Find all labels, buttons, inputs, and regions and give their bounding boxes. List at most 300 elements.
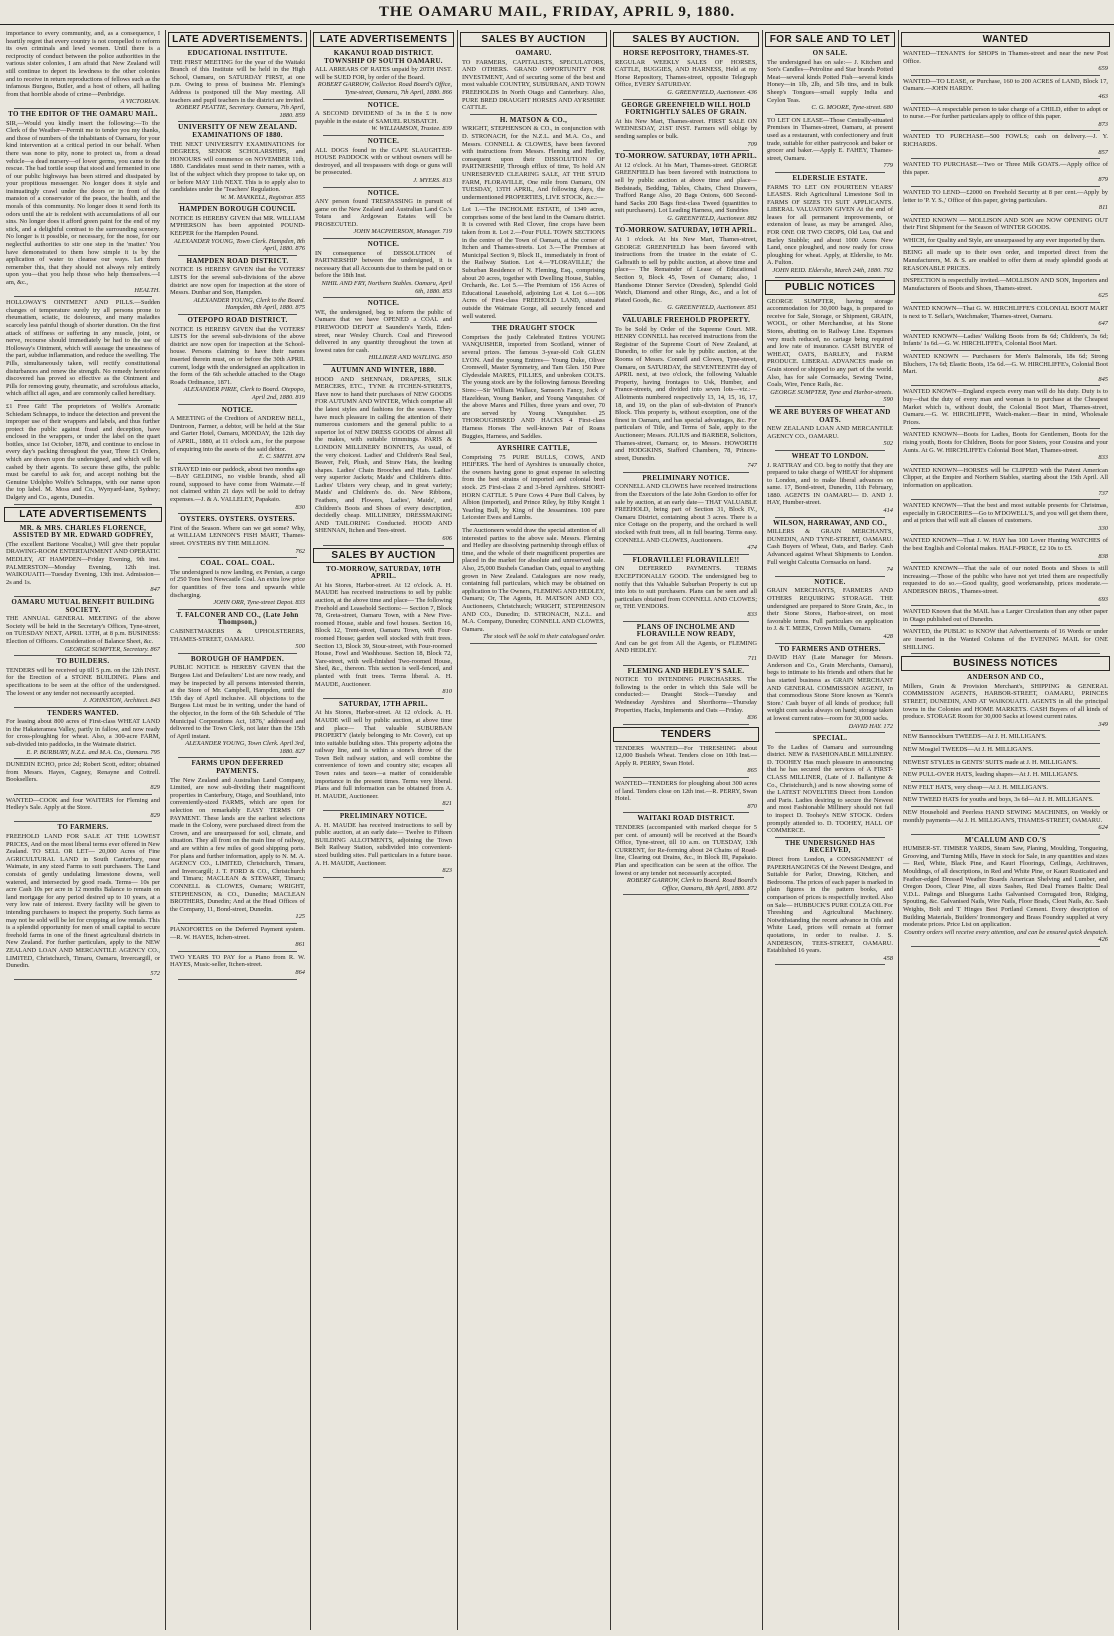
- column-6: [765, 30, 895, 1630]
- ad-divider: [14, 400, 152, 401]
- ad-body: FARMS TO LET ON FOURTEEN YEARS' LEASES. Rich Agricultural Limestone Soil in FARMS OF SIZES TO SUIT APPLICANTS. LIBERAL VALUATION GIVEN At the end of leases for all permanent improvements, or extension of lease, as may be arranged. Also, FOR ONE OR TWO CROPS, Old Lea, Oat and Barley Stubble; and about 1000 Acres New Land, once ploughed, and now ready for cross ploughing for wheat. Apply, at Elderslie, to Mr. A. Fulton.: [767, 183, 893, 267]
- section-header: WANTED: [901, 32, 1110, 47]
- ad-divider: [14, 821, 152, 822]
- ad-signature: ROBERT GARROW, Clerk to Board. Road Board's Office, Oamaru, 8th April, 1880. 872: [626, 877, 757, 892]
- ad-divider: [178, 923, 297, 924]
- advertisement: [6, 403, 160, 502]
- ad-divider: [178, 463, 297, 464]
- ad-signature: HILLIKER AND WATLING. 850: [368, 354, 452, 362]
- ad-signature: 833: [1098, 454, 1108, 462]
- ad-title: T. FALCONER AND CO., (Late John Thompson,): [176, 610, 299, 627]
- advertisement: [903, 502, 1108, 532]
- ad-title: GEORGE GREENFIELD WILL HOLD FORTNIGHTLY SALES OF GRAIN.: [621, 100, 751, 117]
- ad-divider: [323, 238, 444, 239]
- ad-body: INSPECTION is respectfully invited.—MOLLISON AND SON, Importers and Manufacturers of Boots and Shoes, Thames-street.: [903, 277, 1108, 292]
- ad-divider: [911, 274, 1100, 275]
- column-rule: [165, 30, 166, 1630]
- ad-divider: [911, 75, 1100, 76]
- ad-body: WANTED KNOWN—That J. W. HAY has 100 Lover Hunting WATCHES of the best English and Colonial makes. HALF-PRICE, £2 10s to £5.: [903, 537, 1108, 553]
- ad-body: WANTED KNOWN—HORSES will be CLIPPED with the Patent American Clipper, at the Empire and Northern Stables, starting about the 15th April. All information on application.: [903, 466, 1108, 489]
- ad-divider: [911, 130, 1100, 131]
- ad-signature: The stock will be sold in their catalogued order.: [482, 633, 605, 641]
- ad-title: ELDERSLIE ESTATE.: [792, 173, 868, 182]
- column-rule: [310, 30, 311, 1630]
- ad-title: NOTICE.: [367, 100, 400, 109]
- advertisement: [615, 153, 757, 222]
- ad-body: NOTICE IS HEREBY GIVEN that MR. WILLIAM M'PHERSON has been appointed POUND-KEEPER for the Hampden Pound.: [170, 214, 305, 238]
- ad-signature: ALEXANDER YOUNG, Town Clerk. April 3rd, 1880. 827: [185, 740, 305, 755]
- ad-divider: [623, 224, 749, 225]
- ad-divider: [14, 108, 152, 109]
- ad-body: THE ANNUAL GENERAL MEETING of the above Society will be held in the Secretary's Offices, Tyne-street, on TUESDAY NEXT, APRIL 13TH, at 8 p.m. BUSINESS: Election of Officers. Consideration of Balance Sheet, &c.: [6, 615, 160, 645]
- column-rule: [762, 30, 763, 1630]
- ad-divider: [323, 877, 444, 878]
- advertisement: [170, 466, 305, 512]
- ad-body: TENDERS (accompanied with marked cheque for 5 per cent. of amount) will be received at the Board's Office, Tyne-street, till 10 a.m. on TUESDAY, 13th CURRENT, for Re-forming about 24 Chains of Road-line, Clearing out Drains, &c., in Block III, Papakaio. Plan and specification can be seen at the office. The lowest or any tender not necessarily accepted.: [615, 824, 757, 877]
- ad-body: FREEHOLD LAND FOR SALE AT THE LOWEST PRICES, And on the most liberal terms ever offered in New Zealand. TO SELL OR LET— 20,000 Acres of Fine AGRICULTURAL LAND in South Canterbury, near Waimate, in any sized Farms to suit purchasers. The Land consists of gently undulating limestone downs, well watered, and intersected by good roads. Terms— 10s per acre Cash 10s per acre in 12 months Balance to remain on land mortgage for any period desired up to 10 years, at a very low rate of interest. Every facility will be given to intending purchasers to inspect the property. Such farms as may not be sold will be let for cropping at low rentals. This is a splendid opportunity for men of small capital to secure freehold farms in one of the finest agricultural districts in New Zealand. For further particulars, apply to the NEW ZEALAND LOAN AND MERCANTILE AGENCY CO., LIMITED, Christchurch, Timaru, Oamaru, Invercargill, or Dunedin.: [6, 833, 160, 970]
- ad-divider: [911, 562, 1100, 563]
- ad-signature: J. JOHNSTON, Architect. 843: [83, 697, 160, 705]
- ad-body: The New Zealand and Australian Land Company, Limited, are now sub-dividing their magnificent properties in Canterbury, Otago, and Southland, into conveniently-sized FARMS, which are open for selection on remarkably EASY TERMS OF PAYMENT. These lands are the earliest selections made in the Colony, were purchased direct from the Crown, and are unsurpassed for soil, climate, and situation. They all front on the main line of railway, and are within a few miles of good shipping ports. For plans and further information, apply to N. M. A. AGENCY CO., LIMITED, Christchurch, Timaru, and Invercargill; J. T. FORD & CO., Christchurch and Timaru; MACLEAN & STEWART, Timaru; CONNELL & CLOWES, Oamaru; WRIGHT, STEPHENSON, & CO., Dunedin; MACLEAN BROTHERS, Dunedin; And at the Head Offices of the Company, 11, Bond-street, Dunedin.: [170, 776, 305, 913]
- ad-title: NOTICE.: [367, 240, 400, 249]
- advertisement: [315, 300, 452, 362]
- ad-divider: [14, 707, 152, 708]
- ad-signature: G. GREENFIELD, Auctioneer. 436: [667, 88, 757, 96]
- advertisement: [903, 431, 1108, 461]
- advertisement: [170, 612, 305, 651]
- ad-title: OAMARU MUTUAL BENEFIT BUILDING SOCIETY.: [11, 597, 155, 614]
- ad-divider: [623, 724, 749, 725]
- ad-divider: [911, 806, 1100, 807]
- ad-signature: 624: [1098, 824, 1108, 832]
- ad-signature: 474: [747, 544, 757, 552]
- advertisement: [315, 566, 452, 696]
- ad-body: TO FARMERS, CAPITALISTS, SPECULATORS, AND OTHERS. GRAND OPPORTUNITY FOR INVESTMENT, And of securing some of the best and most valuable COUNTRY, SUBURBAN, AND TOWN FREEHOLDS In North Otago and Canterbury. Also, PURE BRED DRAUGHT HORSES AND AYRSHIRE CATTLE.: [462, 58, 605, 112]
- ad-signature: 847: [150, 586, 160, 594]
- ad-divider: [911, 158, 1100, 159]
- ad-divider: [775, 732, 885, 733]
- advertisement: [170, 407, 305, 461]
- ad-divider: [623, 894, 749, 895]
- section-header: SALES BY AUCTION: [460, 32, 607, 47]
- ad-divider: [911, 653, 1100, 654]
- ad-divider: [470, 114, 597, 115]
- ad-signature: 810: [442, 688, 452, 696]
- column-1: [4, 30, 162, 1630]
- advertisement: [315, 813, 452, 875]
- ad-title: TO BUILDERS.: [56, 657, 110, 666]
- ad-signature: G. GREENFIELD, Auctioneer. 851: [667, 304, 757, 312]
- ad-divider: [323, 187, 444, 188]
- ad-body: BEING all made up to their own order, and imported direct from the Manufacturers, M. & S. are enabled to offer them at ready splendid goods at REASONABLE PRICES.: [903, 249, 1108, 272]
- section-header: PUBLIC NOTICES: [765, 280, 895, 295]
- ad-body: NEW ZEALAND LOAN AND MERCANTILE AGENCY CO., OAMARU.: [767, 425, 893, 440]
- ad-title: NOTICE.: [367, 188, 400, 197]
- ad-signature: 428: [883, 632, 893, 640]
- ad-body: TO LET ON LEASE—Those Centrally-situated Premises in Thames-street, Oamaru, at present used as a restaurant, with confectionery and fruit trade, suitable for either pastrycook and baker or grocer and baker.—Apply E. FAHEY, Thames-street, Oamaru.: [767, 116, 893, 162]
- section-header: BUSINESS NOTICES: [901, 656, 1110, 671]
- ad-title: TO FARMERS.: [57, 823, 109, 832]
- ad-body: REGULAR WEEKLY SALES OF HORSES, CATTLE, BUGGIES, AND HARNESS, Held at my Horse Repository, Thames-street, opposite Telegraph Office, EVERY SATURDAY.: [615, 58, 757, 89]
- advertisement: [170, 317, 305, 402]
- ad-body: GRAIN MERCHANTS, FARMERS AND OTHERS REQUIRING STORAGE. THE undersigned are prepared to Store Grain, &c., in their Stone Stores, Harbor-street, on most favorable terms. Full particulars on application to J. & T. MEEK, Crown Mills, Oamaru.: [767, 587, 893, 633]
- ad-divider: [178, 255, 297, 256]
- advertisement: [767, 50, 893, 112]
- ad-title: TO-MORROW, SATURDAY, 10TH APRIL.: [326, 564, 441, 581]
- ad-body: WANTED—A respectable person to take charge of a CHILD, either to adopt or to nurse.—For further particulars apply to office of this paper.: [903, 105, 1108, 121]
- ad-body: THE FIRST MEETING for the year of the Waitaki Branch of this Institute will be held in the High School, Oamaru, on SATURDAY FIRST, at one p.m. Owing to press of business Mr. Fleming's Address is postponed till the May meeting. All teachers and pupil teachers in the district are invited.: [170, 58, 305, 104]
- section-header: LATE ADVERTISEMENTS: [4, 507, 162, 522]
- ad-signature: Country orders will receive every attention, and can be ensured quick despatch. 426: [904, 928, 1108, 944]
- ad-body: THE NEXT UNIVERSITY EXAMINATIONS for DEGREES, SENIOR SCHOLARSHIPS, and HONOURS will commence on NOVEMBER 11th, 1880. Candidates must send in their names, with a list of the subject which they propose to take up, on or before MAY 11th NEXT. This is to apply also to candidates under the 'Teachers' Regulation.: [170, 140, 305, 194]
- ad-body: Millers, Grain & Provision Merchant's, SHIPPING & GENERAL COMMISSION AGENTS, HARBOR-STREET, OAMARU, PRINCES STREET, DUNEDIN, AND AT WAIKOUAITI. AGENTS in all the principal towns in the Colonies and HOME MARKETS. CASH Buyers of all kinds of produce. STORAGE Room for 30,000 Sacks at lowest current rates.: [903, 682, 1108, 721]
- advertisement: [6, 658, 160, 705]
- ad-title: WHEAT TO LONDON.: [791, 451, 869, 460]
- ad-title: SATURDAY, 17TH APRIL.: [339, 699, 428, 708]
- ad-title: FLORAVILLE! FLORAVILLE!!: [632, 555, 740, 564]
- advertisement: [903, 161, 1108, 184]
- ad-signature: 709: [747, 140, 757, 148]
- ad-signature: 811: [1098, 204, 1108, 212]
- ad-title: OAMARU.: [515, 49, 552, 57]
- ad-title: COAL. COAL. COAL.: [200, 559, 275, 568]
- ad-title: WAITAKI ROAD DISTRICT.: [637, 814, 735, 823]
- ad-divider: [911, 234, 1100, 235]
- ad-signature: JOHN ORR, Tyne-street Depot. 833: [213, 599, 305, 607]
- ad-signature: 838: [1098, 552, 1108, 560]
- advertisement: [315, 701, 452, 808]
- ad-title: HAMPDEN ROAD DISTRICT.: [186, 256, 289, 265]
- ad-divider: [323, 364, 444, 365]
- ad-body: HOOD AND SHENNAN, DRAPERS, SILK MERCERS, ETC., TYNE & ITCHEN-STREETS, Have now to hand their purchases of NEW GOODS FOR AUTUMN AND WINTER, Which comprise all the latest styles and fashions for the season. They have much pleasure in calling the attention of their numerous customers and the general public to a superior lot of NEW DRESS GOODS Of almost all the makes, with suitable trimmings. PARIS & LONDON MILLINERY BONNETS, As usual, of the very choicest. Ladies' and Children's Real Seal, Beaver, Felt, Plush, and Straw Hats, the leading shapes. Ladies' Chain Brooches and Hats. Ladies' very superior Jackets; Maids' and Children's ditto. Ladies' Ulsters very cheap, and in great variety; Maids' and Children's do. do. New Ribbons, Feathers, and Flowers, Ladies', Maids', and Children's Boots and Shoes of every description, decidedly cheap. MILLINERY, DRESSMAKING AND TAILORING Conducted. HOOD AND SHENNAN, Itchen and Tees-street.: [315, 375, 452, 535]
- ad-signature: 500: [295, 643, 305, 651]
- ad-body: WANTED TO LEND—£2000 on Freehold Security at 8 per cent.—Apply by letter to 'P. Y. S.,' Office of this paper, giving particulars.: [903, 188, 1108, 204]
- ad-signature: 647: [1098, 320, 1108, 328]
- ad-divider: [178, 314, 297, 315]
- ad-divider: [911, 385, 1100, 386]
- advertisement: [170, 50, 305, 119]
- advertisement: [6, 30, 160, 106]
- ad-signature: 779: [883, 162, 893, 170]
- advertisement: [462, 50, 605, 112]
- ad-divider: [323, 135, 444, 136]
- ad-divider: [911, 350, 1100, 351]
- ad-title: UNIVERSITY OF NEW ZEALAND. EXAMINATIONS OF 1880.: [178, 123, 297, 139]
- ad-divider: [178, 609, 297, 610]
- ad-body: The undersigned is now landing, ex Persian, a cargo of 250 Tons best Newcastle Coal. An extra low price for quantities of five tons and upwards while discharging.: [170, 568, 305, 599]
- ad-divider: [911, 330, 1100, 331]
- advertisement: [903, 628, 1108, 651]
- ad-body: WANTED KNOWN—That the best and most suitable presents for Christmas, especially in GROCERIES—Go to M'DOWELL'S, and you will get them there, and at prices that will suit all classes of customers.: [903, 502, 1108, 525]
- ad-divider: [323, 810, 444, 811]
- ad-divider: [623, 621, 749, 622]
- ad-divider: [178, 203, 297, 204]
- advertisement: [315, 102, 452, 133]
- advertisement: [903, 217, 1108, 232]
- advertisement: [170, 560, 305, 607]
- ad-divider: [623, 99, 749, 100]
- ad-signature: 747: [747, 462, 757, 470]
- ad-title: OYSTERS. OYSTERS. OYSTERS.: [180, 515, 295, 524]
- advertisement: [903, 467, 1108, 497]
- ad-signature: 830: [295, 503, 305, 511]
- ad-body: WANTED KNOWN—That G. W. HIRCHLIFFE'S COLONIAL BOOT MART is next to T. Sellar's, Watchmaker, Thames-street, Oamaru.: [903, 305, 1108, 320]
- ad-divider: [14, 794, 152, 795]
- ad-title: VALUABLE FREEHOLD PROPERTY.: [621, 316, 751, 324]
- advertisement: [315, 190, 452, 237]
- ad-signature: W. M. MANKELL, Registrar. 855: [220, 193, 305, 201]
- ad-divider: [911, 302, 1100, 303]
- ad-body: WANTED KNOWN—That the sale of our noted Boots and Shoes is still increasing.—Those of the public who have not yet tried them are respectfully requested to do so.—Good quality, good workmanship, prices moderate.—ANDERSON BROS., Thames-street.: [903, 565, 1108, 596]
- ad-signature: W. WILLIAMSON, Trustee. 839: [371, 125, 452, 133]
- advertisement: [170, 760, 305, 920]
- ad-body: WANTED—COOK and four WAITERS for Fleming and Hedley's Sale. Apply at the Store.: [6, 796, 160, 812]
- ad-signature: GEORGE SUMPTER, Tyne and Harbor-streets. 590: [770, 388, 893, 404]
- ad-body: TENDERS will be received up till 5 p.m. on the 12th INST. for the Erection of a STONE BUILDING. Plans and specifications to be seen at the office of the undersigned. The lowest or any tender not necessarily accepted.: [6, 666, 160, 697]
- ad-body: WANTED KNOWN—Boots for Ladies, Boots for Gentlemen, Boots for the rising youth, Boots for Children, Boots for poor Sisters, your Cousins and your Aunts. At G. W. HIRCHLIFFE's Colonial Boot Mart, Thames-street.: [903, 431, 1108, 454]
- ad-divider: [911, 186, 1100, 187]
- ad-body: PIANOFORTES on the Deferred Payment system.—R. W. HAYES, Itchen-street.: [170, 925, 305, 941]
- ad-signature: 762: [295, 547, 305, 555]
- ad-signature: NIHIL AND FRY, Northern Stables. Oamaru, April 6th, 1880. 853: [321, 280, 452, 295]
- ad-divider: [911, 428, 1100, 429]
- ad-divider: [911, 793, 1100, 794]
- ad-signature: 873: [1098, 120, 1108, 128]
- ad-signature: ROBERT GARROW, Collector. Road Board's Office, Tyne-street, Oamaru, 7th April, 1880. 866: [317, 81, 452, 96]
- advertisement: [903, 837, 1108, 944]
- ad-body: WRIGHT, STEPHENSON & CO., in conjunction with D. STRONACH, for the N.Z.L. and M.A. Co., and Messrs. CONNELL & CLOWES, have been favored with instructions from Messrs. Fleming and Hedley, consequent upon their DISSOLUTION OF PARTNERSHIP, Through efflux of time, To hold AN UNRESERVED CLEARING SALE, AT THE STUD FARM, FLORAVILLE, One mile from Oamaru, ON TUESDAY, 13TH APRIL, And following days, the undermentioned PROPERTIES, LIVE STOCK, &c.:—: [462, 125, 605, 201]
- ad-divider: [911, 730, 1100, 731]
- ad-divider: [911, 781, 1100, 782]
- ad-divider: [323, 297, 444, 298]
- advertisement: [903, 106, 1108, 129]
- ad-body: WANTED TO PURCHASE—500 FOWLS; cash on delivery.—J. Y. RICHARDS.: [903, 133, 1108, 148]
- ad-divider: [775, 837, 885, 838]
- ad-body: J. RATTRAY and CO. beg to notify that they are prepared to take charge of WHEAT for shipment to London, and to make liberal advances on same. 17, Bond-street, Dunedin, 11th February, 1880. AGENTS IN OAMARU— D. AND J. HAY, Humber-street.: [767, 461, 893, 507]
- advertisement: [903, 50, 1108, 73]
- ad-title: FLEMING AND HEDLEY'S SALE.: [627, 666, 745, 675]
- ad-body: HOLLOWAY'S OINTMENT AND PILLS.—Sudden changes of temperature surely try all persons prone to rheumatism, sciatic, tic doloureux, and many maladies scarcely less painful though of shorter duration. On the first attack of stiffness or suffering in any muscle, joint, or nerve, recourse should immediately be had to the use of Holloway's Ointment, which will assuage the uneasiness of the part, subdue inflammation, and reduce the swelling. The Pills, simultaneously taken, will rectify constitutional disturbances and renew the strength. No remedy heretofore discovered has proved so effective as the Ointment and Pills for removing gouty, rheumatic, and scrofulous attacks, which afflict all ages, and are commonly called hereditary.: [6, 299, 160, 398]
- advertisement: [903, 746, 1108, 754]
- section-header: SALES BY AUCTION.: [613, 32, 759, 47]
- section-header: FOR SALE AND TO LET: [765, 32, 895, 47]
- advertisement: [170, 258, 305, 312]
- ad-signature: 737: [1098, 489, 1108, 497]
- column-rule: [610, 30, 611, 1630]
- ad-title: NOTICE.: [221, 405, 254, 414]
- advertisement: [615, 557, 757, 619]
- ad-body: NEWEST STYLES in GENTS' SUITS made at J. H. MILLIGAN'S.: [903, 758, 1078, 766]
- ad-body: WE, the undersigned, beg to inform the public of Oamaru that we have OPENED a COAL and FIREWOOD DEPOT at Saunders's Yards, Eden-street, near Wesley Church. Coal and Firewood delivered in any quantity throughout the town at lowest rates for cash.: [315, 308, 452, 354]
- ad-signature: 857: [1098, 148, 1108, 156]
- ad-signature: 865: [747, 767, 757, 775]
- ad-body: ALL ARREARS OF RATES unpaid by 20TH INST. will be SUED FOR, by order of the Board.: [315, 66, 452, 81]
- ad-body: Direct from London, a CONSIGNMENT of PAPERHANGINGS Of the Newest Designs, and Suitable for Parlor, Drawing, Kitchen, and Bedrooms. The prices of each paper is marked in plain figures in the pattern books, and comparison of prices is respectfully invited. Also on Sale— HUBBUCK'S PURE COLZA OIL For Threshing and Agricultural Machinery. Notwithstanding the recent advance in Oils and White Lead, prices will remain at former quotations, in order to realise. J. S. ANDERSON, TEES-STREET, OAMARU. Established 16 years.: [767, 856, 893, 955]
- advertisement: [6, 299, 160, 398]
- ad-body: WANTED KNOWN — Purchasers for Men's Balmorals, 18s 6d; Strong Bluchers, 17s 6d; Elastic Boots, 15s 6d.—G. W. HIRCHLIFFE's, Colonial Boot Mart.: [903, 353, 1108, 376]
- ad-title: NOTICE.: [367, 299, 400, 308]
- ad-signature: 870: [747, 802, 757, 810]
- ad-title: H. MATSON & CO.,: [499, 115, 568, 124]
- ad-signature: 864: [295, 968, 305, 976]
- column-2: [168, 30, 307, 1630]
- advertisement: [615, 668, 757, 722]
- ad-signature: 823: [442, 867, 452, 875]
- ad-title: THE UNDERSIGNED HAS RECEIVED,: [784, 838, 876, 855]
- advertisement: [903, 796, 1108, 804]
- ad-divider: [623, 812, 749, 813]
- ad-signature: DAVID HAY. 172: [848, 722, 893, 730]
- ad-body: WANTED Known that the MAIL has a Larger Circulation than any other paper in Otago published out of Dunedin.: [903, 608, 1108, 623]
- advertisement: [767, 735, 893, 835]
- advertisement: [462, 445, 605, 522]
- advertisement: [903, 733, 1108, 741]
- advertisement: [767, 117, 893, 170]
- ad-divider: [911, 834, 1100, 835]
- ad-signature: 693: [1098, 595, 1108, 603]
- column-7: [901, 30, 1110, 1630]
- column-rule: [898, 30, 899, 1630]
- ad-divider: [623, 150, 749, 151]
- advertisement: [615, 102, 757, 149]
- ad-divider: [178, 404, 297, 405]
- ad-divider: [911, 103, 1100, 104]
- ad-body: DUNEDIN ECHO, price 2d; Robert Scott, editor; obtained from Messrs. Hayes, Cagney, Renayne and Cottrell. Booksellers.: [6, 761, 160, 784]
- ad-body: £1 Free Gift! The proprietors of Wolfe's Aromatic Schiedam Schnapps, to induce the detection and prevent the improper use of their wrappers and labels, and thus further protect the public against fraud and deception, have enclosed in the wrappers, or under the label on the quart bottles, since 1st October, 1878, and continue to enclose in every day's packing throughout the year, Three £1 Orders, which are drawn upon the undersigned, and which will be cashed by their agents. To secure these gifts, the public must be careful to ask for, and accept nothing but the Genuine Udolpho Wolfe's Schnapps, with our name upon the top label. M. Moss and Co., Wynyard-lane, Sydney; Dalgety and Co., agents, Dunedin.: [6, 402, 160, 502]
- ad-signature: 458: [883, 954, 893, 962]
- ad-divider: [470, 203, 597, 204]
- ad-body: And can be got from All the Agents, or FLEMING AND HEDLEY.: [615, 639, 757, 655]
- ad-signature: E. P. BURBURY, N.Z.L. and M.A. Co., Oamaru. 795: [26, 748, 160, 756]
- ad-divider: [911, 946, 1100, 947]
- ad-body: NEW FELT HATS, very cheap—At J. H. MILLIGAN'S.: [903, 783, 1048, 791]
- ad-divider: [911, 499, 1100, 500]
- ad-divider: [470, 524, 597, 525]
- ad-title: TENDERS WANTED.: [47, 708, 119, 717]
- advertisement: [6, 525, 160, 594]
- ad-divider: [623, 314, 749, 315]
- ad-title: PRELIMINARY NOTICE.: [642, 473, 730, 482]
- ad-body: A. H. MAUDE has received instructions to sell by public auction, at an early date— Twelve to Fifteen BUILDING ALLOTMENTS, adjoining the Town Belt Railway Station, subdivided into convenient-sized building sites. Full particulars in a future issue. A. H. MAUDE, Auctioneer.: [315, 821, 452, 867]
- ad-divider: [14, 655, 152, 656]
- advertisement: [615, 475, 757, 552]
- ad-title: PLANS OF INCHOLME AND FLORAVILLE NOW READY,: [636, 622, 736, 639]
- ad-signature: E. C. SMITH. 874: [258, 453, 305, 461]
- ad-title: NOTICE.: [814, 577, 846, 586]
- ad-body: CABINETMAKERS & UPHOLSTERERS, THAMES-STREET, OAMARU.: [170, 627, 305, 643]
- advertisement: [315, 241, 452, 295]
- ad-title: AYRSHIRE CATTLE,: [497, 444, 570, 453]
- ad-body: NEW Mosgiel TWEEDS—At J. H. MILLIGAN'S.: [903, 745, 1034, 753]
- ad-body: PUBLIC NOTICE is HEREBY GIVEN that the Burgess List and Defaulters' List are now ready, and may be inspected by all persons interested therein, at the Store of Mr. Campbell, Hampden, until the 15th day of April inclusive. All objections to the Burgess List must be in writing, under the hand of the objector, in the form of the 6th Schedule of 'The Municipal Corporations Act, 1876,' addressed and delivered to the Town Clerk, not later than the 15th of April instant.: [170, 664, 305, 740]
- column-3: [313, 30, 454, 1630]
- ad-body: The Auctioneers would draw the special attention of all interested parties to the above sale. Messrs. Fleming and Hedley are dissolving partnership through efflux of time, and the whole of their magnificent properties are placed in the market for absolute and unreserved sale. Also, 25,000 Bushels Canadian Oats, equal to anything grown in New Zealand. Catalogues are now ready, containing full particulars, which may be obtained on application to The Owners, FLEMING AND HEDLEY, Oamaru; Or, The Agents, H. MATSON AND CO., Auctioneers, Christchurch; WRIGHT, STEPHENSON AND CO., Dunedin; D. STRONACH, N.Z.L. and M.A. Company, Dunedin; CONNELL AND CLOWES, Oamaru.: [462, 527, 605, 633]
- ad-divider: [775, 450, 885, 451]
- ad-divider: [470, 643, 597, 644]
- advertisement: [315, 367, 452, 543]
- ad-body: The undersigned has on sale:— J. Kitchen and Son's Candles—Petroline and Star brands Potted Meat—several kinds Potted Fish—several kinds Honey—in 1lb, 2lb, and 5lb tins, and in bulk Sheep's Tongues—small supply India and Ceylon Teas.: [767, 58, 893, 104]
- advertisement: [462, 206, 605, 320]
- advertisement: [6, 710, 160, 757]
- ad-divider: [178, 121, 297, 122]
- ad-signature: 845: [1098, 375, 1108, 383]
- ad-divider: [911, 605, 1100, 606]
- advertisement: [315, 50, 452, 97]
- advertisement: [903, 537, 1108, 560]
- ad-title: FARMS UPON DEFERRED PAYMENTS.: [191, 759, 284, 776]
- ad-signature: 833: [747, 610, 757, 618]
- ad-body: TWO YEARS TO PAY for a Piano from R. W. HAYES, Music-seller, Itchen-street.: [170, 953, 305, 969]
- ad-title: MR. & MRS. CHARLES FLORENCE, ASSISTED BY MR. EDWARD GODFREY,: [12, 523, 154, 540]
- ad-body: At his Stores, Harbor-street. At 12 o'clock. A. H. MAUDE has received instructions to sell by public auction, at the above time and place— The following Freehold and Leasehold Sections:— Section 7, Block 78, Greta-street, Oamaru Town, with a New Five-roomed House, stable and fowl houses. Section 16, Block 12, Trent-street, Oamaru Town, with Four-roomed House; garden well stocked with fruit trees. Section 13, Block 39, Stour-street, with Four-roomed House, Fowl and Washhouse. Section 18, Block 72, Yare-street, with well-finished Two-roomed House, Shed, &c., thereon. This section is well-fenced, and planted with fruit trees. Terms liberal. A. H. MAUDE, Auctioneer.: [315, 581, 452, 688]
- advertisement: [903, 565, 1108, 603]
- ad-divider: [623, 472, 749, 473]
- ad-signature: JOHN REID. Elderslie, March 24th, 1880. 792: [772, 267, 893, 275]
- ad-divider: [470, 442, 597, 443]
- ad-divider: [775, 114, 885, 115]
- ad-title: KAKANUI ROAD DISTRICT. TOWNSHIP OF SOUTH OAMARU.: [324, 49, 443, 65]
- advertisement: [903, 759, 1108, 767]
- ad-divider: [178, 557, 297, 558]
- ad-body: ALL DOGS found in the CAPE SLAUGHTER-HOUSE PADDOCK with or without owners will be destroyed, and all trespassers with dogs or guns will be prosecuted.: [315, 146, 452, 177]
- advertisement: [903, 353, 1108, 383]
- ad-title: TO-MORROW. SATURDAY, 10TH APRIL.: [615, 226, 757, 235]
- column-4: [460, 30, 607, 1630]
- ad-body: MILLERS & GRAIN MERCHANTS, DUNEDIN, AND TYNE-STREET, OAMARU. Cash Buyers of Wheat, Oats, and Barley. Cash Advanced against Wheat Shipments to London. Full weight Calcutta Cornsacks on hand.: [767, 528, 893, 566]
- ad-title: WILSON, HARRAWAY, AND CO.,: [772, 518, 888, 527]
- advertisement: [903, 784, 1108, 792]
- advertisement: [615, 780, 757, 810]
- ad-divider: [178, 979, 297, 980]
- advertisement: [903, 608, 1108, 623]
- ad-divider: [911, 464, 1100, 465]
- ad-body: At his Stores, Harbor-street. At 12 o'clock. A. H. MAUDE will sell by public auction, at above time and place— That valuable SUBURBAN PROPERTY (lately belonging to Mr. Cover), cut up into suitable building sites. This property adjoins the railway line, and is within a stone's throw of the Town Belt railway station, and will combine the convenience of town and country site; escapes all Town rates and taxes—a matter of considerable importance in the present times. Terms very liberal. Plans and full information can be obtained from A. H. MAUDE, Auctioneer.: [315, 709, 452, 800]
- ad-body: Lot 1.—The INCHOLME ESTATE, of 1349 acres, comprises some of the best land in the Oamaru district. It is covered with Red Clover, fine crops have been taken from it. Lot 2.—Four FULL TOWN SECTIONS in the centre of the Town of Oamaru, at the corner of Itchen and Thames-streets. Lot 3.—The Premises at Municipal Section 9, Block II., immediately in front of the Railway Station. Lot 4.—'FLORAVILLE,' the Suburban Residence of N. Fleming, Esq., comprising about 20 acres, together with Dwelling House, Stables, Orchards, &c. Lot 5.—The Premium of 156 Acres of Educational Leasehold, adjoining Lot 4. Lot 6.—106 Acres of First-class FREEHOLD LAND, situated outside the Waimate Gorge, all securely fenced and well watered.: [462, 206, 605, 320]
- ad-body: First of the Season. Where can we get some? Why, at WILLIAM LENNON'S FISH MART, Thames-street. OYSTERS BY THE MILLION.: [170, 524, 305, 548]
- ad-signature: 125: [295, 913, 305, 921]
- ad-body: NEW Household and Peerless HAND SEWING MACHINES, on Weekly or monthly payments—At J. H. MILLIGAN'S, THAMES-STREET, OAMARU.: [903, 808, 1108, 824]
- ad-body: ANY person found TRESPASSING in pursuit of game on the New Zealand and Australian Land Co.'s Totara and Ardgowan Estates will be PROSECUTED.: [315, 198, 452, 228]
- ad-divider: [623, 665, 749, 666]
- ad-divider: [323, 545, 444, 546]
- ad-divider: [775, 964, 885, 965]
- advertisement: [6, 599, 160, 653]
- ad-body: NEW Bannockburn TWEEDS—At J. H. MILLIGAN'S.: [903, 733, 1047, 741]
- ad-signature: ALEXANDER PIRIE, Clerk to Board. Otepopo, April 2nd, 1880. 819: [183, 386, 305, 401]
- ad-signature: 659: [1098, 65, 1108, 73]
- advertisement: [6, 761, 160, 791]
- ad-signature: ALEXANDER YOUNG, Town Clerk. Hampden, 8th April, 1880. 876: [173, 237, 305, 253]
- ad-body: WANTED—TENANTS for SHOPS in Thames-street and near the new Post Office.: [903, 50, 1108, 65]
- ad-divider: [775, 643, 885, 644]
- ad-divider: [623, 554, 749, 555]
- ad-body: WANTED, the PUBLIC to KNOW that Advertisements of 16 Words or under are inserted in the Wanted Column of the EVENING MAIL for ONE SHILLING.: [903, 628, 1108, 651]
- ad-signature: 879: [1098, 176, 1108, 184]
- ad-divider: [911, 768, 1100, 769]
- ad-body: HUMBER-ST. TIMBER YARDS, Steam Saw, Planing, Moulding, Tongueing, Grooving, and Turning Mills, Have in stock for Sale, in any quantities and sizes— Red, White, Black Pine, and Kauri Floorings, Ceilings, Architraves, Mouldings, of all descriptions, in Red and White Pine, or Kauri Rusticated and Feather-edged Dressed Weather Boards American Shelving and Lumber, and Oregon Doors, Clear Pine, all sizes Sashes, Red Deal Frames Baltic Deal V.D.L. Palings and Bluegums Laths Galvanised Corrugated Iron, Ridging, Spouting, &c. Galvanised Nails, Wire Nails, Floor Brads, Clout Nails, &c. Sash Weights, Bolt and T Hinges Best Portland Cement. Every description of Building Materials, Builders' Ironmongery and Brass Foundry supplied at very moderate prices. Price List on application.: [903, 845, 1108, 929]
- advertisement: [903, 333, 1108, 348]
- ad-signature: 330: [1098, 524, 1108, 532]
- ad-divider: [14, 979, 152, 980]
- advertisement: [615, 745, 757, 775]
- advertisement: [170, 954, 305, 977]
- advertisement: [615, 815, 757, 892]
- advertisement: [903, 809, 1108, 832]
- ad-title: TO-MORROW. SATURDAY, 10TH APRIL.: [615, 152, 757, 161]
- ad-signature: 414: [883, 507, 893, 515]
- ad-body: STRAYED into our paddock, about two months ago—BAY GELDING, no visible brands, shod all round, supposed to have come from Waimate.—If not claimed within 21 days will be sold to defray expenses.—J. & A. VALLELEY, Papakaio.: [170, 465, 305, 504]
- ad-divider: [178, 951, 297, 952]
